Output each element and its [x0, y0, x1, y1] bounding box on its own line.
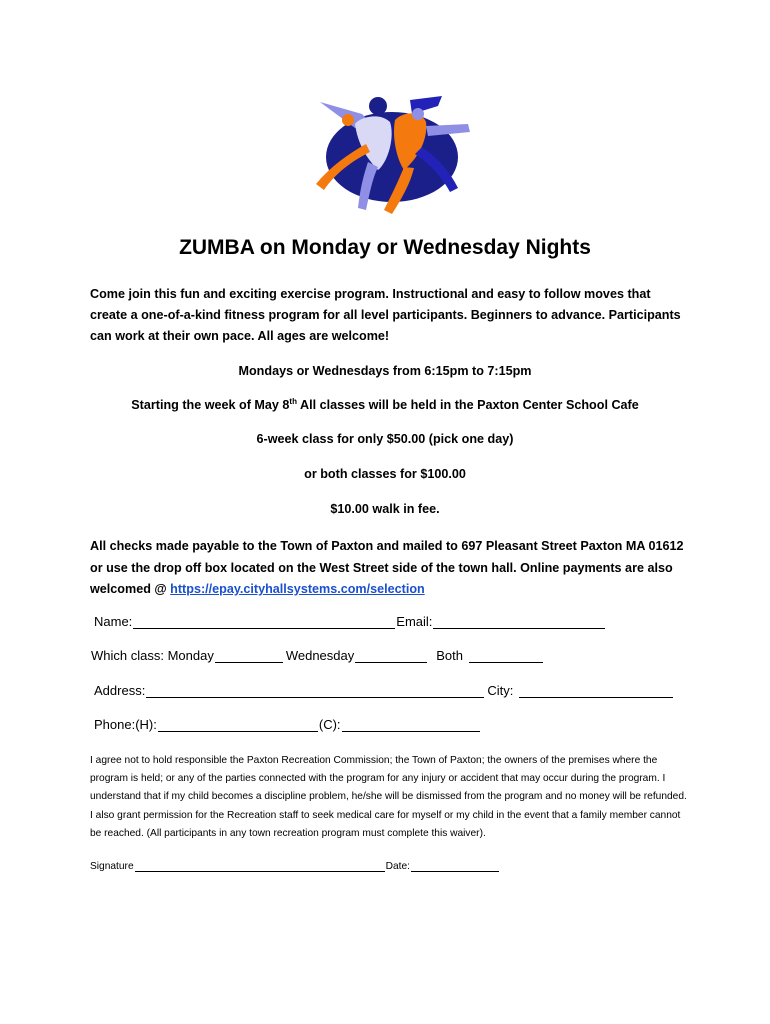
schedule-line: Mondays or Wednesdays from 6:15pm to 7:15pm — [238, 364, 532, 378]
signature-field[interactable] — [135, 860, 385, 872]
monday-field[interactable] — [215, 648, 283, 663]
address-field[interactable] — [146, 683, 484, 698]
name-field[interactable] — [133, 614, 395, 629]
class-choice-row — [91, 648, 544, 663]
signature-label: Signature — [90, 861, 134, 872]
email-field[interactable] — [433, 614, 605, 629]
intro-paragraph: Come join this fun and exciting exercise program. Instructional and easy to follow moves that create a one-of-a-kind fitness program for all level participants. Beginners to advance. Participants can work at their own pace. All ages are welcome! — [90, 287, 681, 343]
start-prefix: Starting the week of May 8 — [131, 398, 290, 413]
city-field[interactable] — [519, 683, 673, 698]
address-city-row — [94, 683, 674, 698]
payment-paragraph — [90, 536, 690, 601]
waiver-paragraph: I agree not to hold responsible the Paxton Recreation Commission; the Town of Paxton; the owners of the premises where the program is held; or any of the parties connected with the program for any injury or accident that may occur during the program. I understand that if my child becomes a discipline problem, he/she will be dismissed from the program and no money will be refunded. I also grant permission for the Recreation staff to seek medical care for myself or my child in the event that a family member cannot be reached. (All participants in any town recreation program must complete this waiver). — [90, 755, 687, 839]
start-suffix: All classes will be held in the Paxton Center School Cafe — [296, 398, 639, 413]
start-line — [0, 397, 770, 412]
date-field[interactable] — [411, 860, 499, 872]
both-field[interactable] — [469, 648, 543, 663]
start-sup: th — [289, 397, 297, 406]
phone-h-label: Phone:(H): — [94, 717, 157, 732]
phone-row — [94, 717, 481, 732]
email-label: Email: — [396, 614, 433, 629]
payment-link[interactable]: https://epay.cityhallsystems.com/selection — [170, 582, 425, 596]
city-label: City: — [487, 683, 514, 698]
name-label: Name: — [94, 614, 133, 629]
which-class-label: Which class: Monday — [91, 648, 214, 663]
name-email-row — [94, 614, 606, 629]
page-title: ZUMBA on Monday or Wednesday Nights — [179, 236, 591, 259]
walk-in-fee: $10.00 walk in fee. — [330, 502, 440, 516]
phone-c-label: (C): — [318, 717, 341, 732]
wednesday-field[interactable] — [355, 648, 427, 663]
zumba-dancers-icon — [300, 92, 485, 217]
price-single: 6-week class for only $50.00 (pick one day) — [256, 432, 514, 446]
phone-h-field[interactable] — [158, 717, 318, 732]
wednesday-label: Wednesday — [285, 648, 355, 663]
both-label: Both — [436, 648, 463, 663]
date-label: Date: — [385, 861, 410, 872]
phone-c-field[interactable] — [342, 717, 480, 732]
signature-row — [90, 860, 500, 872]
address-label: Address: — [94, 683, 146, 698]
payment-text: All checks made payable to the Town of Paxton and mailed to 697 Pleasant Street Paxton MA 01612 or use the drop off box located on the West Street side of the town hall. Online payments are also welcomed @ — [90, 539, 684, 596]
price-both: or both classes for $100.00 — [304, 467, 466, 481]
